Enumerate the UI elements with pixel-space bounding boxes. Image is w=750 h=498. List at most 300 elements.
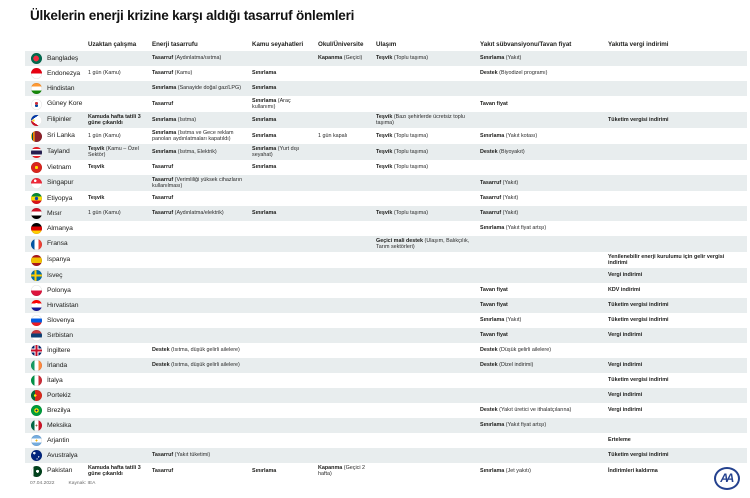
measure-cell: [152, 319, 252, 322]
measure-cell: [608, 151, 747, 154]
measure-cell: Sınırlama (Isıtma, Elektrik): [152, 148, 217, 155]
measure-cell: [252, 334, 318, 337]
measure-cell: [318, 454, 376, 457]
measure-cell: [608, 87, 747, 90]
country-name: İspanya: [47, 256, 71, 263]
measure-cell: [318, 87, 376, 90]
measure-cell: Teşvik (Toplu taşıma): [376, 148, 429, 155]
measure-cell: Tüketim vergisi indirimi: [608, 302, 669, 309]
measure-cell: Sınırlama: [252, 467, 277, 474]
flag-th-icon: [31, 147, 42, 158]
measure-cell: Destek (Isıtma, düşük gelirli ailelere): [152, 362, 240, 369]
measure-cell: [318, 212, 376, 215]
measure-cell: [152, 334, 252, 337]
measure-cell: Sınırlama (Yakıt kotası): [480, 132, 538, 139]
table-row: [25, 433, 747, 448]
measure-cell: [376, 409, 480, 412]
measure-cell: Tasarruf (Kamu): [152, 70, 193, 77]
measure-cell: Tüketim vergisi indirimi: [608, 116, 669, 123]
measure-cell: [376, 470, 480, 473]
measure-cell: [152, 227, 252, 230]
measure-cell: [318, 334, 376, 337]
measure-cell: Vergi indirimi: [608, 392, 643, 399]
table-header: [25, 34, 747, 50]
measure-cell: Tavan fiyat: [480, 302, 508, 309]
country-cell: [25, 449, 88, 463]
measure-cell: [318, 424, 376, 427]
measure-cell: Tasarruf (Yakıt): [480, 179, 519, 186]
country-cell: [25, 192, 88, 206]
measure-cell: Tavan fiyat: [480, 287, 508, 294]
table-row: [25, 51, 747, 66]
country-name: İtalya: [47, 376, 63, 384]
measure-cell: [318, 166, 376, 169]
flag-se-icon: [31, 270, 42, 281]
measure-cell: [318, 319, 376, 322]
measure-cell: Tasarruf: [152, 195, 174, 202]
country-name: Arjantin: [47, 436, 70, 444]
measure-cell: 1 gün (Kamu): [88, 210, 121, 217]
measure-cell: [88, 57, 152, 60]
measure-cell: [318, 364, 376, 367]
measure-cell: Sınırlama (Isıtma ve Gece reklam panoları aydınlatmaları kapatıldı): [152, 129, 234, 143]
country-name: İrlanda: [47, 361, 68, 369]
column-header-public-travel: Kamu seyahatleri: [252, 41, 304, 48]
table-row: [25, 388, 747, 403]
measure-cell: Tasarruf (Aydınlatma/elektrik): [152, 210, 224, 217]
measure-cell: Teşvik (Toplu taşıma): [376, 164, 429, 171]
flag-in-icon: [31, 83, 42, 94]
measure-cell: [480, 87, 608, 90]
column-header-country: [25, 48, 88, 50]
flag-kr-icon: [31, 99, 42, 110]
measure-cell: Destek (Yakıt üretici ve ithalatçılarına): [480, 407, 572, 414]
measure-cell: [252, 243, 318, 246]
country-cell: [25, 344, 88, 358]
measure-cell: Tasarruf (Yakıt tüketimi): [152, 452, 211, 459]
table-row: [25, 373, 747, 388]
measure-cell: Teşvik (Toplu taşıma): [376, 210, 429, 217]
country-cell: [25, 404, 88, 418]
measure-cell: [376, 364, 480, 367]
measure-cell: Kapanma (Geçici 2 hafta): [318, 464, 366, 478]
measure-cell: [608, 135, 747, 138]
country-cell: [25, 52, 88, 66]
measure-cell: [152, 439, 252, 442]
country-cell: [25, 253, 88, 267]
flag-pt-icon: [31, 390, 42, 401]
country-cell: [25, 97, 88, 111]
measure-cell: [88, 274, 152, 277]
measure-cell: Tavan fiyat: [480, 100, 508, 107]
measure-cell: Vergi indirimi: [608, 332, 643, 339]
table-row: [25, 328, 747, 343]
measure-cell: [88, 259, 152, 262]
column-header-fuel-subsidy: Yakıt sübvansiyonu/Tavan fiyat: [480, 41, 572, 48]
measure-cell: [88, 182, 152, 185]
country-cell: [25, 419, 88, 433]
measure-cell: [252, 227, 318, 230]
measure-cell: [608, 103, 747, 106]
table-row: [25, 298, 747, 313]
measure-cell: [152, 304, 252, 307]
measure-cell: Destek (Dizel indirimi): [480, 362, 534, 369]
measure-cell: [88, 319, 152, 322]
measure-cell: [88, 103, 152, 106]
measure-cell: Erteleme: [608, 437, 631, 444]
measure-cell: Teşvik (Kamu – Özel Sektör): [88, 145, 139, 159]
flag-br-icon: [31, 405, 42, 416]
flag-eg-icon: [31, 208, 42, 219]
measure-cell: [608, 72, 747, 75]
measure-cell: [252, 409, 318, 412]
measure-cell: [252, 379, 318, 382]
country-name: Meksika: [47, 421, 72, 429]
measure-cell: [88, 304, 152, 307]
country-name: Sri Lanka: [47, 132, 75, 139]
measure-cell: [152, 424, 252, 427]
measure-cell: [252, 454, 318, 457]
country-name: Mısır: [47, 209, 62, 217]
measure-cell: [376, 454, 480, 457]
measure-cell: [88, 394, 152, 397]
flag-rs-icon: [31, 330, 42, 341]
table-row: [25, 206, 747, 221]
column-header-fuel-tax-cut: Yakıtta vergi indirimi: [608, 41, 669, 48]
measure-cell: [376, 319, 480, 322]
measure-cell: Destek (Biyoyakıt): [480, 148, 525, 155]
measure-cell: Teşvik: [88, 195, 105, 202]
measure-cell: [318, 349, 376, 352]
country-cell: [25, 161, 88, 175]
country-cell: [25, 269, 88, 283]
country-name: Sırbistan: [47, 331, 73, 339]
measure-cell: Tasarruf: [152, 467, 174, 474]
measure-cell: [480, 119, 608, 122]
measure-cell: [318, 409, 376, 412]
country-cell: [25, 113, 88, 127]
measure-cell: [376, 334, 480, 337]
country-name: Tayland: [47, 148, 70, 155]
measure-cell: [318, 72, 376, 75]
measure-cell: [88, 364, 152, 367]
measure-cell: Sınırlama (Sanayide doğal gaz/LPG): [152, 85, 242, 92]
country-name: Hindistan: [47, 84, 75, 92]
table-row: [25, 313, 747, 328]
flag-si-icon: [31, 315, 42, 326]
table-row: [25, 358, 747, 373]
country-name: İsveç: [47, 271, 63, 279]
measure-cell: Vergi indirimi: [608, 272, 643, 279]
measure-cell: [318, 197, 376, 200]
table-row: [25, 128, 747, 144]
table-row: [25, 96, 747, 112]
measure-cell: [252, 289, 318, 292]
country-cell: [25, 129, 88, 143]
measure-cell: [318, 289, 376, 292]
measure-cell: [88, 424, 152, 427]
table-row: [25, 81, 747, 96]
measure-cell: [480, 394, 608, 397]
measure-cell: [608, 212, 747, 215]
measure-cell: Teşvik: [88, 164, 105, 171]
measure-cell: [376, 349, 480, 352]
footer: [30, 481, 95, 486]
measure-cell: Tasarruf: [152, 100, 174, 107]
country-cell: [25, 464, 88, 478]
measure-cell: [318, 119, 376, 122]
flag-de-icon: [31, 223, 42, 234]
column-header-energy-saving: Enerji tasarrufu: [152, 41, 198, 48]
measure-cell: Sınırlama: [252, 116, 277, 123]
measure-cell: Destek (Düşük gelirli ailelere): [480, 347, 552, 354]
country-name: Polonya: [47, 286, 71, 294]
table-row: [25, 221, 747, 236]
table-row: [25, 403, 747, 418]
measure-cell: Tasarruf (Yakıt): [480, 210, 519, 217]
country-name: Fransa: [47, 240, 68, 247]
measure-cell: Tasarruf (Verimliliği yüksek cihazların kullanılması): [152, 176, 243, 190]
measure-cell: [88, 454, 152, 457]
measure-cell: [152, 409, 252, 412]
measure-cell: Teşvik (Bazı şehirlerde ücretsiz toplu taşıma): [376, 113, 465, 127]
measure-cell: Vergi indirimi: [608, 407, 643, 414]
country-name: Slovenya: [47, 316, 75, 324]
column-header-school-university: Okul/Üniversite: [318, 41, 364, 48]
country-cell: [25, 82, 88, 96]
measure-cell: [88, 243, 152, 246]
flag-pl-icon: [31, 285, 42, 296]
country-cell: [25, 374, 88, 388]
measure-cell: 1 gün kapalı: [318, 132, 348, 139]
measure-cell: [376, 72, 480, 75]
flag-vn-icon: [31, 162, 42, 173]
measure-cell: [152, 243, 252, 246]
measure-cell: [318, 227, 376, 230]
measure-cell: 1 gün (Kamu): [88, 132, 121, 139]
measure-cell: [88, 349, 152, 352]
country-cell: [25, 359, 88, 373]
country-cell: [25, 67, 88, 81]
measure-cell: [480, 274, 608, 277]
anadolu-ajansi-logo: AA: [714, 467, 740, 490]
table-row: [25, 463, 747, 479]
flag-ie-icon: [31, 360, 42, 371]
flag-bd-icon: [31, 53, 42, 64]
measure-cell: [318, 274, 376, 277]
measure-cell: [88, 379, 152, 382]
flag-it-icon: [31, 375, 42, 386]
country-name: Filipinler: [47, 116, 72, 123]
flag-fr-icon: [31, 239, 42, 250]
table-body: [25, 51, 747, 479]
measure-cell: [318, 379, 376, 382]
measure-cell: [318, 394, 376, 397]
measure-cell: Sınırlama: [252, 70, 277, 77]
country-cell: [25, 145, 88, 159]
country-cell: [25, 237, 88, 251]
table-row: [25, 66, 747, 81]
flag-id-icon: [31, 68, 42, 79]
column-header-transport: Ulaşım: [376, 41, 397, 48]
table-row: [25, 283, 747, 298]
country-name: Vietnam: [47, 163, 72, 171]
measure-cell: [376, 197, 480, 200]
measure-cell: [252, 274, 318, 277]
measure-cell: [88, 289, 152, 292]
measure-cell: Tasarruf (Yakıt): [480, 195, 519, 202]
measure-cell: Sınırlama: [252, 132, 277, 139]
measure-cell: [318, 182, 376, 185]
measure-cell: [608, 166, 747, 169]
measure-cell: [480, 259, 608, 262]
country-name: Almanya: [47, 224, 73, 232]
measure-cell: [376, 103, 480, 106]
measure-cell: [376, 304, 480, 307]
country-cell: [25, 389, 88, 403]
measure-cell: [152, 379, 252, 382]
country-name: Brezilya: [47, 406, 71, 414]
measure-cell: [252, 364, 318, 367]
measure-cell: Sınırlama: [252, 85, 277, 92]
measure-cell: [252, 439, 318, 442]
country-name: Güney Kore: [47, 100, 83, 107]
measure-cell: [318, 103, 376, 106]
page-title: Ülkelerin enerji krizine karşı aldığı tasarruf önlemleri: [30, 8, 355, 23]
measure-cell: [318, 243, 376, 246]
measure-cell: [376, 439, 480, 442]
country-cell: [25, 314, 88, 328]
measure-cell: [480, 243, 608, 246]
measure-cell: Kamuda hafta tatili 3 güne çıkarıldı: [88, 464, 141, 478]
measure-cell: [252, 349, 318, 352]
measure-cell: [376, 259, 480, 262]
measure-cell: Sınırlama: [252, 210, 277, 217]
measure-cell: [480, 454, 608, 457]
flag-gb-icon: [31, 345, 42, 356]
measure-cell: 1 gün (Kamu): [88, 70, 121, 77]
measure-cell: [88, 87, 152, 90]
country-name: Hırvatistan: [47, 301, 79, 309]
measure-cell: [252, 197, 318, 200]
country-name: Singapur: [47, 179, 74, 186]
measure-cell: Destek (Isıtma, düşük gelirli ailelere): [152, 347, 240, 354]
country-cell: [25, 299, 88, 313]
table-row: [25, 268, 747, 283]
measure-cell: Sınırlama (Yurt dışı seyahat): [252, 145, 300, 159]
measure-cell: [252, 304, 318, 307]
country-name: Etiyopya: [47, 194, 73, 202]
measure-cell: [88, 334, 152, 337]
country-cell: [25, 284, 88, 298]
country-name: Portekiz: [47, 391, 71, 399]
measure-cell: [252, 182, 318, 185]
measure-cell: [152, 274, 252, 277]
measure-cell: [376, 274, 480, 277]
country-name: Avustralya: [47, 451, 78, 459]
footer-date: 07.04.2022: [30, 481, 55, 486]
table-row: [25, 191, 747, 206]
measure-cell: Sınırlama (Yakıt): [480, 55, 522, 62]
measure-cell: Vergi indirimi: [608, 362, 643, 369]
table-row: [25, 418, 747, 433]
measure-cell: Tüketim vergisi indirimi: [608, 377, 669, 384]
measure-cell: [376, 289, 480, 292]
measure-cell: [88, 439, 152, 442]
flag-ph-icon: [31, 115, 42, 126]
table-row: [25, 160, 747, 175]
measure-cell: [252, 259, 318, 262]
measure-cell: Sınırlama (Yakıt fiyat artışı): [480, 422, 547, 429]
measure-cell: [252, 394, 318, 397]
measure-cell: [608, 227, 747, 230]
country-name: İngiltere: [47, 346, 71, 354]
measure-cell: Geçici mali destek (Ulaşım, Balıkçılık, Tarım sektörleri): [376, 237, 470, 251]
measure-cell: Yenilenebilir enerji kurulumu için gelir vergisi indirimi: [608, 253, 725, 267]
table-row: [25, 343, 747, 358]
column-header-remote-work: Uzaktan çalışma: [88, 41, 137, 48]
table-row: [25, 236, 747, 252]
measure-cell: [480, 379, 608, 382]
table-row: [25, 144, 747, 160]
country-name: Endonezya: [47, 69, 81, 77]
country-name: Pakistan: [47, 467, 73, 474]
country-name: Bangladeş: [47, 54, 79, 62]
measure-cell: [318, 304, 376, 307]
measure-cell: Tavan fiyat: [480, 332, 508, 339]
table-row: [25, 448, 747, 463]
measure-cell: [608, 57, 747, 60]
measure-cell: [318, 151, 376, 154]
measure-cell: [88, 409, 152, 412]
measure-cell: Kapanma (Geçici): [318, 55, 363, 62]
measure-cell: Sınırlama (Yakıt fiyat artışı): [480, 225, 547, 232]
flag-sg-icon: [31, 178, 42, 189]
measure-cell: [608, 197, 747, 200]
country-cell: [25, 434, 88, 448]
measure-cell: [152, 259, 252, 262]
measure-cell: KDV indirimi: [608, 287, 641, 294]
table-row: [25, 252, 747, 268]
flag-es-icon: [31, 255, 42, 266]
measure-cell: [608, 243, 747, 246]
table-row: [25, 112, 747, 128]
measure-cell: [608, 349, 747, 352]
measure-cell: İndirimleri kaldırma: [608, 467, 658, 474]
measure-cell: [376, 227, 480, 230]
measure-cell: [376, 394, 480, 397]
measure-cell: Tasarruf (Aydınlatma/ısıtma): [152, 55, 222, 62]
flag-ar-icon: [31, 435, 42, 446]
measure-cell: Teşvik (Toplu taşıma): [376, 55, 429, 62]
measure-cell: [318, 439, 376, 442]
measure-cell: [252, 319, 318, 322]
country-cell: [25, 176, 88, 190]
measure-cell: Tasarruf: [152, 164, 174, 171]
measure-cell: [608, 424, 747, 427]
flag-hr-icon: [31, 300, 42, 311]
measure-cell: Kamuda hafta tatili 3 güne çıkarıldı: [88, 113, 141, 127]
measure-cell: [252, 57, 318, 60]
measure-cell: Sınırlama (Isıtma): [152, 116, 197, 123]
measure-cell: Sınırlama (Yakıt): [480, 317, 522, 324]
measure-cell: [318, 259, 376, 262]
measure-cell: [480, 439, 608, 442]
flag-et-icon: [31, 193, 42, 204]
measure-cell: [376, 379, 480, 382]
country-cell: [25, 222, 88, 236]
measure-cell: [376, 182, 480, 185]
